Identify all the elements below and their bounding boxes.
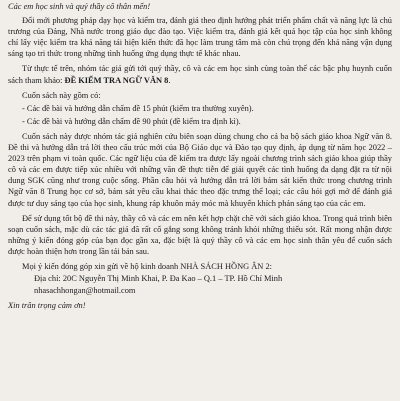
closing-note: Xin trân trọng cảm ơn!: [8, 301, 86, 311]
paragraph-book-intro: [8, 63, 392, 85]
contents-heading: Cuốn sách này gồm có:: [22, 90, 101, 100]
paragraph-usage: Để sử dụng tốt bộ đề thi này, thầy cô và các em nên kết hợp chặt chẽ với sách giáo khoa. Trong quá trình biên soạn cuốn sách, mặc dù các tác giả đã rất cố gắng song không tránh khỏi những thiếu sót. Rất mong nhận được những ý kiến đóng góp của bạn đọc gần xa, đặc biệt là quý thầy cô và các em học sinh thân yêu để cuốn sách được hoàn thiện hơn trong lần tái bản sau.: [8, 213, 392, 256]
list-item: - Các đề bài và hướng dẫn chấm đề 15 phút (kiểm tra thường xuyên).: [22, 103, 254, 113]
book-intro-end: .: [168, 75, 171, 85]
list-item: - Các đề bài và hướng dẫn chấm đề 90 phút (đề kiểm tra định kì).: [22, 116, 241, 126]
paragraph-contact: Mọi ý kiến đóng góp xin gửi về hộ kinh doanh NHÀ SÁCH HỒNG ÂN 2:: [22, 261, 272, 271]
email-address: nhasachhongan@hotmail.com: [34, 286, 136, 296]
contents-list: [8, 103, 392, 127]
book-intro-text: Từ thực tế trên, nhóm tác giả gửi tới quý thầy, cô và các em học sinh cùng toàn thể các bậc phụ huynh cuốn sách tham khảo:: [8, 64, 392, 85]
book-title: ĐỀ KIỂM TRA NGỮ VĂN 8: [64, 75, 169, 85]
address: Địa chỉ: 20C Nguyễn Thị Minh Khai, P. Đa Kao – Q.1 – TP. Hồ Chí Minh: [34, 274, 283, 284]
paragraph-description: Cuốn sách này được nhóm tác giả nghiên cứu biên soạn dùng chung cho cả ba bộ sách giáo khoa Ngữ văn 8. Đề thi và hướng dẫn trả lời theo cấu trúc mới của Bộ Giáo dục và Đào tạo quy định, áp dụng từ năm học 2022 – 2023 trên phạm vi toàn quốc. Các ngữ liệu của đề kiểm tra được lấy ngoài chương trình sách giáo khoa giúp thầy cô và các em được tiếp xúc nhiều với những văn đề thực tiễn để giải quyết các tình huống đa dạng đặt ra từ nội dung SGK cũng như trong cuộc sống. Phần câu hỏi và hướng dẫn trả lời bám sát kiến thức trong chương trình Ngữ văn 8 Trung học cơ sở, bám sát yêu cầu khai thác theo đặc trưng thể loại; các câu hỏi gợi mở để đánh giá được tư duy sáng tạo của học sinh, khung ráp khuôn máy móc mà khuyến khích phản sáng tạo của các em.: [8, 131, 392, 208]
greeting: Các em học sinh và quý thầy cô thân mến!: [8, 2, 151, 11]
document-page: [0, 1, 400, 401]
paragraph-intro: Đổi mới phương pháp dạy học và kiểm tra, đánh giá theo định hướng phát triển phẩm chất và năng lực là chủ trương của Đảng, Nhà nước trong giáo dục đào tạo. Việc kiểm tra, đánh giá kết quả học tập của học sinh không chỉ lấy việc kiểm tra khả năng tái hiện kiến thức đã học làm trung tâm mà còn chú trọng đến khả năng vận dụng sáng tạo tri thức trong những tình huống ứng dụng thực tế khác nhau.: [8, 16, 392, 59]
